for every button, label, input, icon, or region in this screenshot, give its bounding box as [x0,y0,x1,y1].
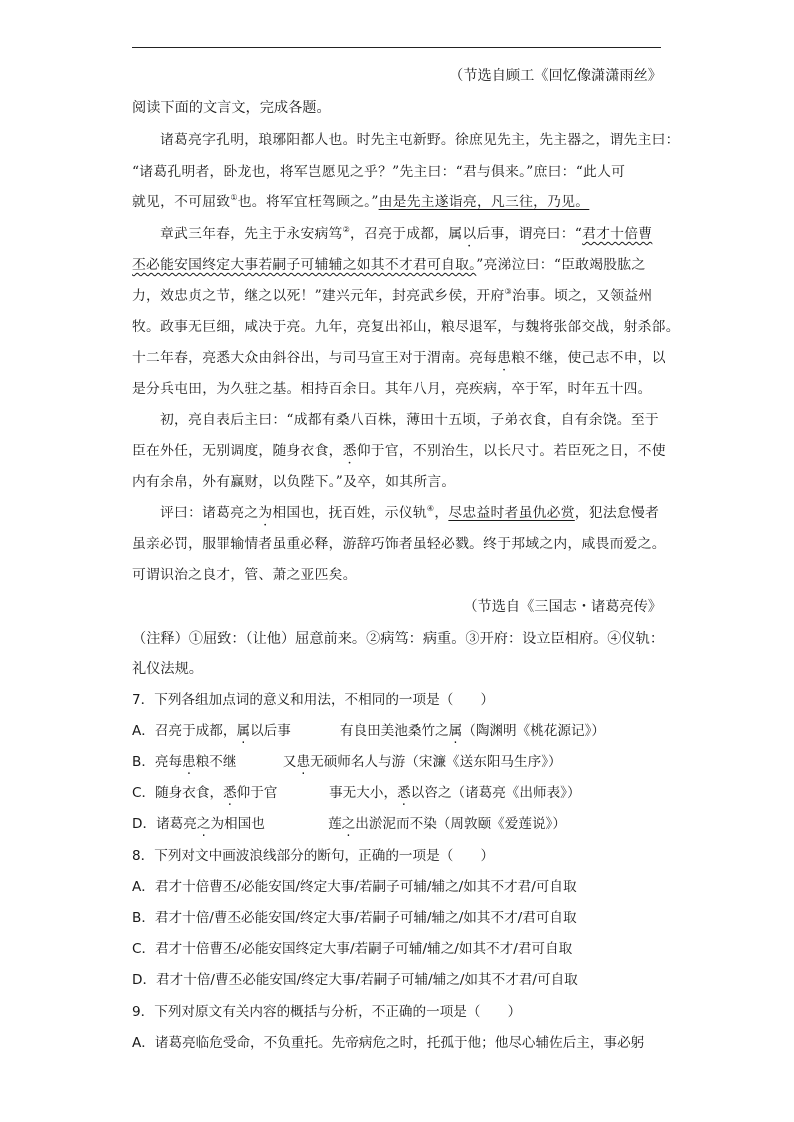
passage-p2-line6: 是分兵屯田，为久驻之基。相持百余日。其年八月，亮疾病，卒于军，时年五十四。 [132,381,652,397]
option-label: B． [132,754,155,770]
passage-p4-line1 [132,503,662,523]
question-8-option-c[interactable]: C．君才十倍曹丕/必能安国终定大事/若嗣子可辅/辅之/如其不才/君可自取 [132,941,573,957]
wavy-underlined-text: 丕必能安国终定大事若嗣子可辅辅之如其不才君可自取。 [132,257,477,273]
text-span: 召亮于成都， [154,723,237,739]
passage-p1-line2: “诸葛孔明者，卧龙也，将军岂愿见之乎？”先主曰：“君与俱来。”庶曰：“此人可 [132,164,626,180]
dotted-word: 属 [236,723,251,739]
question-7-option-b[interactable] [132,752,662,772]
text-span: 为相国也 [210,816,265,832]
source-citation-bottom [132,597,662,617]
text-span: 十二年春，亮悉大众由斜谷出，与司马宣王对于渭南。亮每 [132,350,498,366]
passage-p3-line1: 初，亮自表后主曰：“成都有桑八百株，薄田十五顷，子弟衣食，自有余饶。至于 [160,412,659,428]
option-label: C． [132,785,156,801]
footnote-mark: ③ [504,287,512,296]
text-span: （陶渊明《桃花源记》） [462,723,605,739]
instruction: 阅读下面的文言文，完成各题。 [132,100,331,116]
text-span: 仰于官 [236,785,278,801]
underlined-sentence: 尽忠益时者虽仇必赏 [448,505,575,521]
passage-p1-line1: 诸葛亮字孔明，琅琊阳都人也。时先主屯新野。徐庶见先主，先主器之，谓先主曰： [160,132,680,148]
notes-line2: 礼仪法规。 [132,661,203,677]
text-span: 诸葛亮 [156,816,197,832]
passage-p2-line2 [132,255,662,275]
text-span: 评曰：诸葛亮 [160,505,245,521]
dotted-word: 悉 [342,443,357,459]
text-span: ”亮涕泣曰：“臣敢竭股肱之 [476,257,646,273]
passage-p2-line1 [132,224,662,244]
dotted-word: 悉 [397,785,411,801]
source-text: （节选自顾工《回忆像潇潇雨丝》 [449,68,662,84]
source-citation-top [132,66,662,86]
dotted-word: 患 [497,350,512,366]
underlined-sentence: 由是先主遂诣亮，凡三往，乃见。 [378,194,590,210]
option-left [156,814,328,834]
dotted-word: 属 [448,723,463,739]
passage-p4-line3: 可谓识治之良才，管、萧之亚匹矣。 [132,567,357,583]
top-rule [132,47,661,48]
option-left [155,783,329,803]
text-span: ， [434,505,449,521]
dotted-word: 悉 [223,785,237,801]
text-span: 粮不继，使己志不申，以 [511,350,666,366]
text-span: ，召亮于成都， [350,226,449,242]
dotted-word: 之 [196,816,211,832]
passage-p3-line2 [132,441,666,461]
text-span: 力，效忠贞之节，继之以死！”建兴元年，封亮武乡侯，开府 [132,288,505,304]
option-label: D． [132,816,157,832]
text-span: 章武三年春，先主于永安病笃 [160,226,343,242]
text-span: ，犯法怠慢者 [574,505,660,521]
text-span: 又 [282,754,297,770]
question-7-option-d[interactable] [132,814,662,834]
text-span: 粮不继 [195,754,237,770]
text-span: 随身衣食， [155,785,224,801]
passage-p3-line3: 内有余帛，外有赢财，以负陛下。”及卒，如其所言。 [132,474,456,490]
dotted-word: 属 [448,226,463,242]
text-span: 事无大小， [329,785,398,801]
text-span: 为相国也，抚百姓，示仪轨 [258,505,427,521]
passage-p4-line2: 虽亲必罚，服罪输情者虽重必释，游辞巧饰者虽轻必戮。终于邦域之内，咸畏而爱之。 [132,536,666,552]
text-span: 有良田美池桑竹之 [339,723,449,739]
dotted-word: 患 [182,754,196,770]
passage-p2-line3 [132,286,662,306]
dotted-word: 之 [341,816,356,832]
passage-p2-line5 [132,348,666,368]
source-text: （节选自《三国志・诸葛亮传》 [463,599,662,615]
question-7-option-c[interactable] [132,783,662,803]
option-left [155,752,283,772]
text-span: 莲 [328,816,342,832]
question-8-option-d[interactable]: D．君才十倍/曹丕必能安国/终定大事/若嗣子可辅/辅之/如其不才君/可自取 [132,972,578,988]
passage-p2-line4: 牧。政事无巨细，咸决于亮。九年，亮复出祁山，粮尽退军，与魏将张郃交战，射杀郃。 [132,319,680,335]
dotted-word: 之 [244,505,259,521]
text-span: 无硕师名人与游（宋濂《送东阳马生序》） [310,754,562,770]
question-9-stem: 9．下列对原文有关内容的概括与分析，不正确的一项是（ ） [132,1004,522,1020]
footnote-mark: ④ [426,504,435,513]
text-span: 出淤泥而不染（周敦颐《爱莲说》） [355,816,566,832]
passage-p1-line3 [132,192,662,212]
footnote-mark: ① [230,193,238,202]
text-span: 也。将军宜枉驾顾之。” [237,194,379,210]
question-8-option-b[interactable]: B．君才十倍/曹丕必能安国/终定大事/若嗣子可辅/辅之/如其不才/君可自取 [132,910,577,926]
wavy-underlined-text: 君才十倍曹 [582,226,653,242]
question-7-stem: 7．下列各组加点词的意义和用法，不相同的一项是（ ） [132,692,495,708]
text-span: 亮每 [154,754,183,770]
notes-line1: （注释）①屈致：（让他）屈意前来。②病笃：病重。③开府：设立臣相府。④仪轨： [132,631,665,647]
question-7-option-a[interactable] [132,721,662,741]
option-left [155,721,340,741]
text-span: 以咨之（诸葛亮《出师表》） [410,785,581,801]
text-span: 臣在外任，无别调度，随身衣食， [132,443,343,459]
option-label: A． [132,723,155,739]
text-span: 以后事，谓亮曰：“ [462,226,583,242]
text-span: 仰于官，不别治生，以长尺寸。若臣死之日，不使 [356,443,666,459]
question-9-option-a[interactable]: A．诸葛亮临危受命，不负重托。先帝病危之时，托孤于他；他尽心辅佐后主，事必躬 [132,1035,645,1051]
text-span: 以后事 [250,723,291,739]
text-span: 就见，不可屈致 [132,194,231,210]
footnote-mark: ② [342,225,351,234]
dotted-word: 患 [296,754,311,770]
question-8-stem: 8．下列对文中画波浪线部分的断句，正确的一项是（ ） [132,848,495,864]
text-span: 治事。顷之，又领益州 [511,288,653,304]
question-8-option-a[interactable]: A．君才十倍曹丕/必能安国/终定大事/若嗣子可辅/辅之/如其不才君/可自取 [132,879,577,895]
